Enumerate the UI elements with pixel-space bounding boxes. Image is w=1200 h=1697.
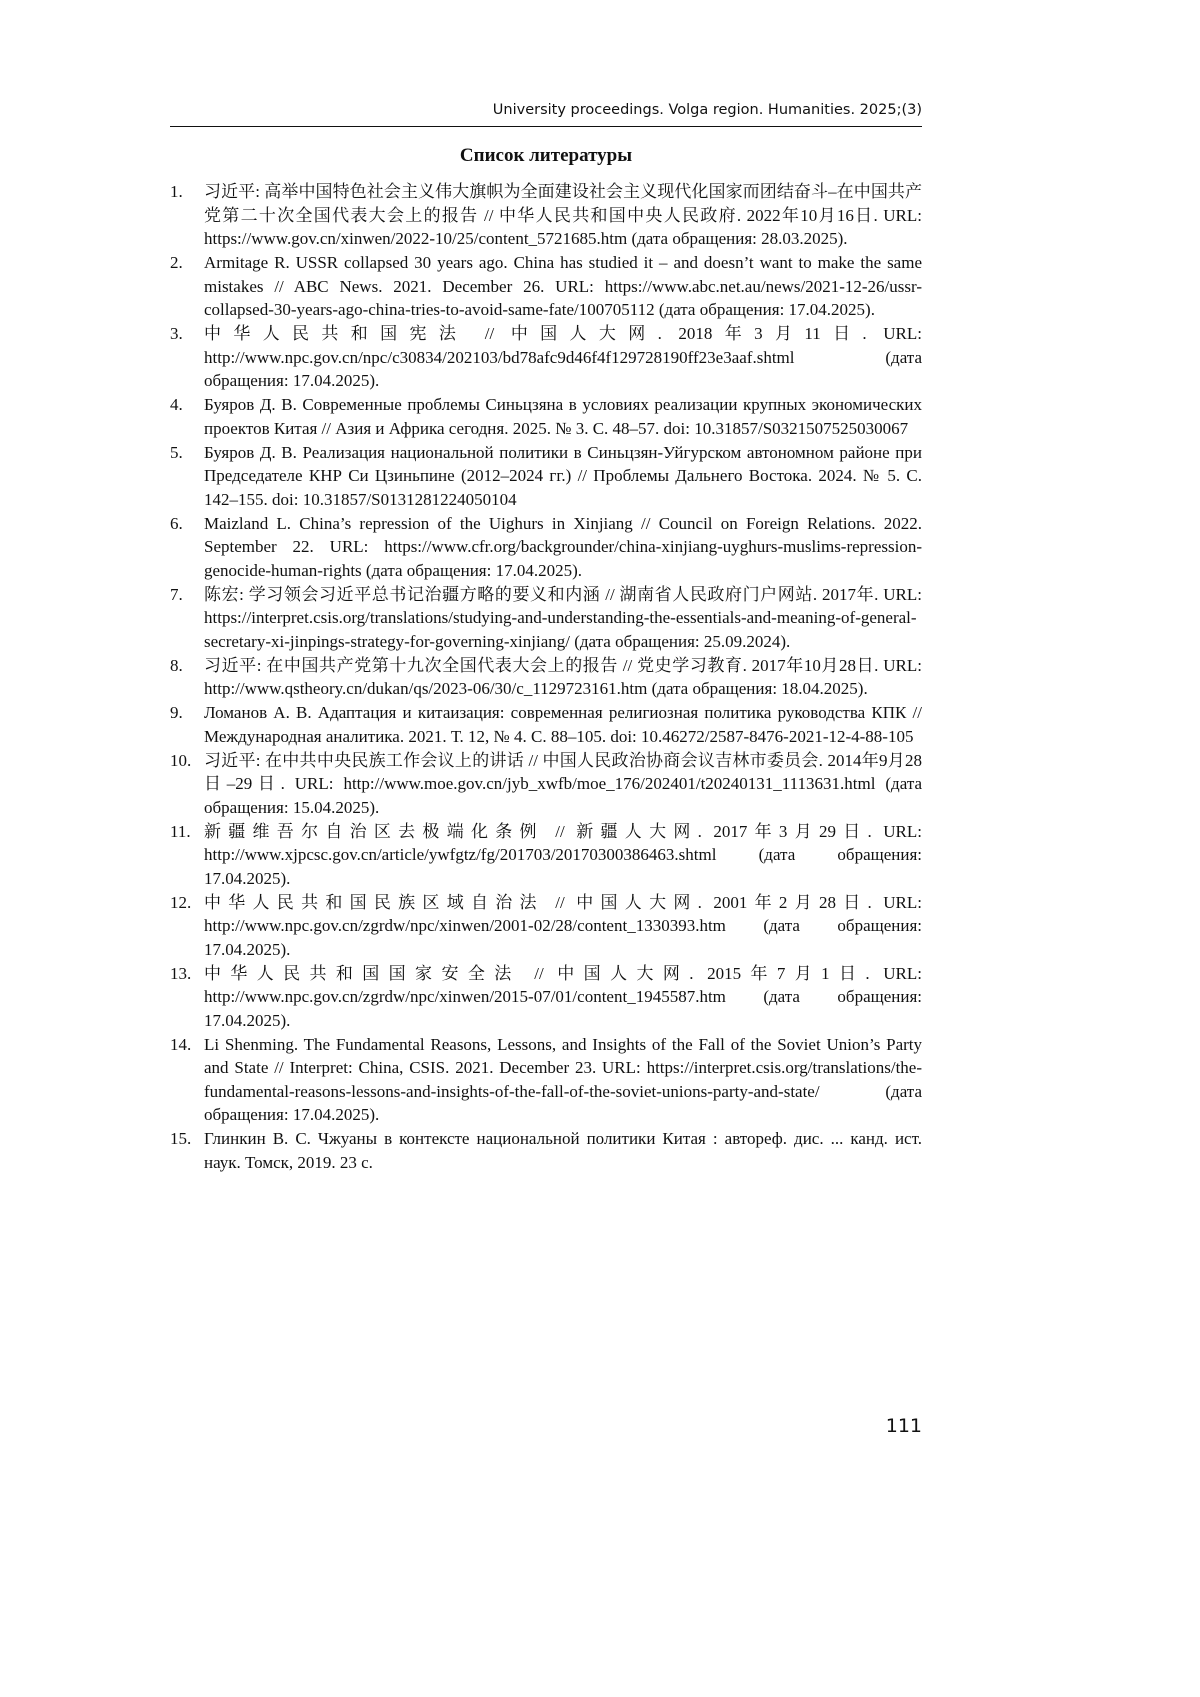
reference-item bbox=[170, 393, 922, 440]
reference-item bbox=[170, 512, 922, 583]
reference-number: 14. bbox=[170, 1034, 192, 1054]
reference-number: 5. bbox=[170, 442, 183, 462]
reference-text: Li Shenming. The Fundamental Reasons, Lessons, and Insights of the Fall of the Soviet Union’s Party and State // Interpret: China, CSIS. 2021. December 23. URL: https://interpret.csis.org/translations/the-fundamental-reasons-lessons-and-insights-of-the-fall-of-the-soviet-unions-party-and-state/ (дата обращения: 17.04.2025). bbox=[204, 1034, 922, 1124]
reference-text: 习近平: 在中共中央民族工作会议上的讲话 // 中国人民政治协商会议吉林市委员会. 2014年9月28日–29日. URL: http://www.moe.gov.cn/jyb_xwfb/moe_176/202401/t20240131_1113631.html (дата обращения: 15.04.2025). bbox=[204, 750, 922, 817]
reference-number: 12. bbox=[170, 892, 192, 912]
reference-text: 陈宏: 学习领会习近平总书记治疆方略的要义和内涵 // 湖南省人民政府门户网站. 2017年. URL: https://interpret.csis.org/translations/studying-and-understanding-the-essentials-and-meaning-of-general-secretary-xi-jinpings-strategy-for-governing-xinjiang/ (дата обращения: 25.09.2024). bbox=[204, 584, 922, 651]
reference-number: 3. bbox=[170, 324, 183, 343]
reference-number: 9. bbox=[170, 703, 183, 722]
reference-number: 8. bbox=[170, 655, 183, 675]
page-number: 111 bbox=[885, 1415, 922, 1437]
running-header: University proceedings. Volga region. Humanities. 2025;(3) bbox=[492, 102, 922, 118]
reference-item bbox=[170, 583, 922, 654]
reference-item bbox=[170, 1033, 922, 1127]
reference-item bbox=[170, 251, 922, 322]
reference-text: 中华人民共和国国家安全法 // 中国人大网. 2015年7月1日. URL: http://www.npc.gov.cn/zgrdw/npc/xinwen/2015-07/01/content_1945587.htm (дата обращения: 17.04.2025). bbox=[204, 963, 922, 1030]
reference-item bbox=[170, 654, 922, 701]
reference-text: Ломанов А. В. Адаптация и китаизация: современная религиозная политика руководства КПК // Международная аналитика. 2021. Т. 12, № 4. С. 88–105. doi: 10.46272/2587-8476-2021-12-4-88-105 bbox=[204, 703, 922, 746]
reference-number: 6. bbox=[170, 513, 183, 533]
reference-number: 4. bbox=[170, 395, 183, 414]
reference-number: 2. bbox=[170, 253, 183, 272]
section-title: Список литературы bbox=[459, 145, 633, 166]
reference-text: Буяров Д. В. Современные проблемы Синьцзяна в условиях реализации крупных экономических проектов Китая // Азия и Африка сегодня. 2025. № 3. С. 48–57. doi: 10.31857/S0321507525030067 bbox=[204, 395, 922, 438]
reference-item bbox=[170, 180, 922, 251]
reference-item bbox=[170, 820, 922, 891]
header-rule bbox=[170, 126, 922, 127]
reference-text: 中华人民共和国民族区域自治法 // 中国人大网. 2001年2月28日. URL: http://www.npc.gov.cn/zgrdw/npc/xinwen/2001-02/28/content_1330393.htm (дата обращения: 17.04.2025). bbox=[204, 892, 922, 959]
reference-number: 11. bbox=[170, 821, 191, 841]
reference-text: 习近平: 在中国共产党第十九次全国代表大会上的报告 // 党史学习教育. 2017年10月28日. URL: http://www.qstheory.cn/dukan/qs/2023-06/30/c_1129723161.htm (дата обращения: 18.04.2025). bbox=[204, 655, 922, 698]
reference-item bbox=[170, 701, 922, 748]
reference-item bbox=[170, 322, 922, 393]
reference-item bbox=[170, 749, 922, 820]
reference-item bbox=[170, 441, 922, 512]
reference-number: 15. bbox=[170, 1129, 192, 1148]
reference-item bbox=[170, 1127, 922, 1174]
reference-number: 7. bbox=[170, 584, 183, 604]
reference-text: Armitage R. USSR collapsed 30 years ago. China has studied it – and doesn’t want to make the same mistakes // ABC News. 2021. December 26. URL: https://www.abc.net.au/news/2021-12-26/ussr-collapsed-30-years-ago-china-tries-to-avoid-same-fate/100705112 (дата обращения: 17.04.2025). bbox=[204, 253, 922, 319]
reference-text: 中华人民共和国宪法 // 中国人大网. 2018年3月11日. URL: http://www.npc.gov.cn/npc/c30834/202103/bd78afc9d46f4f129728190ff23e3aaf.shtml (дата обращения: 17.04.2025). bbox=[204, 324, 922, 390]
reference-text: 习近平: 高举中国特色社会主义伟大旗帜为全面建设社会主义现代化国家而团结奋斗–在中国共产党第二十次全国代表大会上的报告 // 中华人民共和国中央人民政府. 2022年10月16日. URL: https://www.gov.cn/xinwen/2022-10/25/content_5721685.htm (дата обращения: 28.03.2025). bbox=[204, 182, 922, 248]
reference-number: 13. bbox=[170, 963, 192, 983]
reference-number: 1. bbox=[170, 182, 183, 201]
reference-item bbox=[170, 891, 922, 962]
reference-text: Maizland L. China’s repression of the Uighurs in Xinjiang // Council on Foreign Relations. 2022. September 22. URL: https://www.cfr.org/backgrounder/china-xinjiang-uyghurs-muslims-repression-genocide-human-rights (дата обращения: 17.04.2025). bbox=[204, 513, 922, 580]
reference-number: 10. bbox=[170, 750, 192, 770]
reference-item bbox=[170, 962, 922, 1033]
reference-text: 新疆维吾尔自治区去极端化条例 // 新疆人大网. 2017年3月29日. URL: http://www.xjpcsc.gov.cn/article/ywfgtz/fg/201703/20170300386463.shtml (дата обращения: 17.04.2025). bbox=[204, 821, 922, 888]
reference-list bbox=[170, 180, 922, 1175]
reference-text: Глинкин В. С. Чжуаны в контексте национальной политики Китая : автореф. дис. ... канд. ист. наук. Томск, 2019. 23 с. bbox=[204, 1129, 922, 1172]
reference-text: Буяров Д. В. Реализация национальной политики в Синьцзян-Уйгурском автономном районе при Председателе КНР Си Цзиньпине (2012–2024 гг.) // Проблемы Дальнего Востока. 2024. № 5. С. 142–155. doi: 10.31857/S0131281224050104 bbox=[204, 442, 922, 509]
